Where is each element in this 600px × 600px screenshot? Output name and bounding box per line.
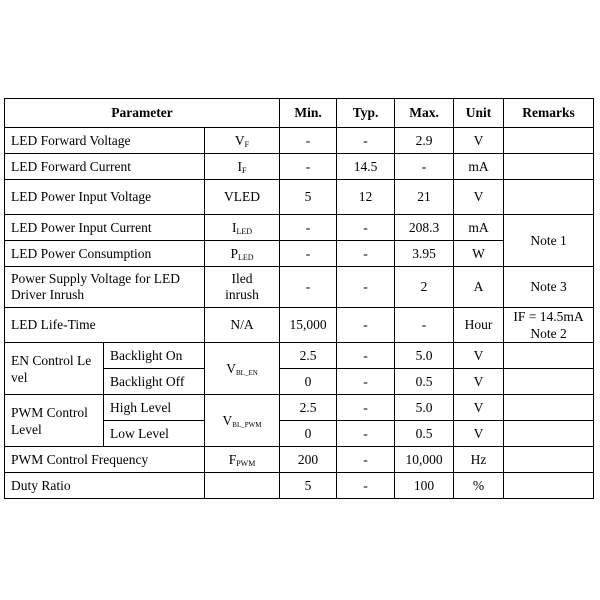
max-value: 21 — [395, 180, 454, 215]
min-value: 5 — [280, 180, 337, 215]
max-value: 100 — [395, 473, 454, 499]
param-name: LED Forward Voltage — [5, 128, 205, 154]
typ-value: - — [337, 343, 395, 369]
min-value: 2.5 — [280, 395, 337, 421]
typ-value: 12 — [337, 180, 395, 215]
header-remarks: Remarks — [504, 99, 594, 128]
min-value: - — [280, 128, 337, 154]
table-row — [5, 180, 594, 215]
param-name: High Level — [104, 395, 205, 421]
led-spec-table — [4, 98, 594, 499]
unit-value: V — [454, 421, 504, 447]
param-symbol: $P_{LED}$ — [205, 241, 280, 267]
param-symbol — [205, 473, 280, 499]
remark-note-3: Note 3 — [504, 267, 594, 308]
param-name: Backlight Off — [104, 369, 205, 395]
param-name: Low Level — [104, 421, 205, 447]
param-name: LED Power Consumption — [5, 241, 205, 267]
typ-value: 14.5 — [337, 154, 395, 180]
unit-value: Hour — [454, 308, 504, 343]
min-value: 15,000 — [280, 308, 337, 343]
typ-value: - — [337, 395, 395, 421]
table-row — [5, 343, 594, 369]
typ-value: - — [337, 128, 395, 154]
max-value: 10,000 — [395, 447, 454, 473]
min-value: 200 — [280, 447, 337, 473]
group-label-en-control: EN Control Le vel — [5, 343, 104, 395]
unit-value: mA — [454, 154, 504, 180]
unit-value: W — [454, 241, 504, 267]
param-symbol: N/A — [205, 308, 280, 343]
typ-value: - — [337, 241, 395, 267]
param-name: LED Life-Time — [5, 308, 205, 343]
unit-value: mA — [454, 215, 504, 241]
param-name: Backlight On — [104, 343, 205, 369]
typ-value: - — [337, 369, 395, 395]
max-value: 0.5 — [395, 369, 454, 395]
remarks-cell — [504, 128, 594, 154]
remark-life-condition: IF = 14.5mA — [513, 309, 584, 324]
max-value: 0.5 — [395, 421, 454, 447]
max-value: - — [395, 154, 454, 180]
unit-value: V — [454, 369, 504, 395]
unit-value: V — [454, 343, 504, 369]
param-symbol: Iled inrush — [205, 267, 280, 308]
unit-value: V — [454, 128, 504, 154]
param-name: Power Supply Voltage for LED Driver Inrush — [5, 267, 205, 308]
table-row — [5, 447, 594, 473]
header-typ: Typ. — [337, 99, 395, 128]
param-symbol: $V_{BL\_EN}$ — [205, 343, 280, 395]
table-row — [5, 267, 594, 308]
param-symbol: VLED — [205, 180, 280, 215]
param-symbol: $V_{BL\_PWM}$ — [205, 395, 280, 447]
typ-value: - — [337, 421, 395, 447]
remark-life-note — [504, 308, 594, 343]
param-symbol: $V_F$ — [205, 128, 280, 154]
typ-value: - — [337, 308, 395, 343]
max-value: 208.3 — [395, 215, 454, 241]
min-value: 5 — [280, 473, 337, 499]
typ-value: - — [337, 267, 395, 308]
header-parameter: Parameter — [5, 99, 280, 128]
unit-value: V — [454, 395, 504, 421]
header-unit: Unit — [454, 99, 504, 128]
table-row — [5, 473, 594, 499]
max-value: 2 — [395, 267, 454, 308]
remarks-cell — [504, 395, 594, 421]
remarks-cell — [504, 369, 594, 395]
remarks-cell — [504, 343, 594, 369]
max-value: 5.0 — [395, 343, 454, 369]
table-row — [5, 154, 594, 180]
remarks-cell — [504, 473, 594, 499]
remarks-cell — [504, 421, 594, 447]
group-label-pwm-control: PWM Control Level — [5, 395, 104, 447]
table-row — [5, 128, 594, 154]
remark-note-1: Note 1 — [504, 215, 594, 267]
param-name: PWM Control Frequency — [5, 447, 205, 473]
param-name: LED Forward Current — [5, 154, 205, 180]
min-value: - — [280, 154, 337, 180]
max-value: - — [395, 308, 454, 343]
param-symbol: $I_{LED}$ — [205, 215, 280, 241]
param-symbol: $I_F$ — [205, 154, 280, 180]
param-name: LED Power Input Current — [5, 215, 205, 241]
max-value: 3.95 — [395, 241, 454, 267]
param-symbol: $F_{PWM}$ — [205, 447, 280, 473]
remark-note-2: Note 2 — [530, 326, 567, 341]
min-value: 0 — [280, 421, 337, 447]
param-name: Duty Ratio — [5, 473, 205, 499]
header-max: Max. — [395, 99, 454, 128]
typ-value: - — [337, 473, 395, 499]
max-value: 2.9 — [395, 128, 454, 154]
table-row — [5, 308, 594, 343]
table-row — [5, 395, 594, 421]
unit-value: V — [454, 180, 504, 215]
max-value: 5.0 — [395, 395, 454, 421]
unit-value: % — [454, 473, 504, 499]
param-name: LED Power Input Voltage — [5, 180, 205, 215]
typ-value: - — [337, 215, 395, 241]
header-min: Min. — [280, 99, 337, 128]
table-row — [5, 215, 594, 241]
remarks-cell — [504, 180, 594, 215]
min-value: - — [280, 241, 337, 267]
remarks-cell — [504, 447, 594, 473]
min-value: - — [280, 267, 337, 308]
min-value: 0 — [280, 369, 337, 395]
min-value: 2.5 — [280, 343, 337, 369]
typ-value: - — [337, 447, 395, 473]
unit-value: Hz — [454, 447, 504, 473]
unit-value: A — [454, 267, 504, 308]
remarks-cell — [504, 154, 594, 180]
header-row — [5, 99, 594, 128]
min-value: - — [280, 215, 337, 241]
